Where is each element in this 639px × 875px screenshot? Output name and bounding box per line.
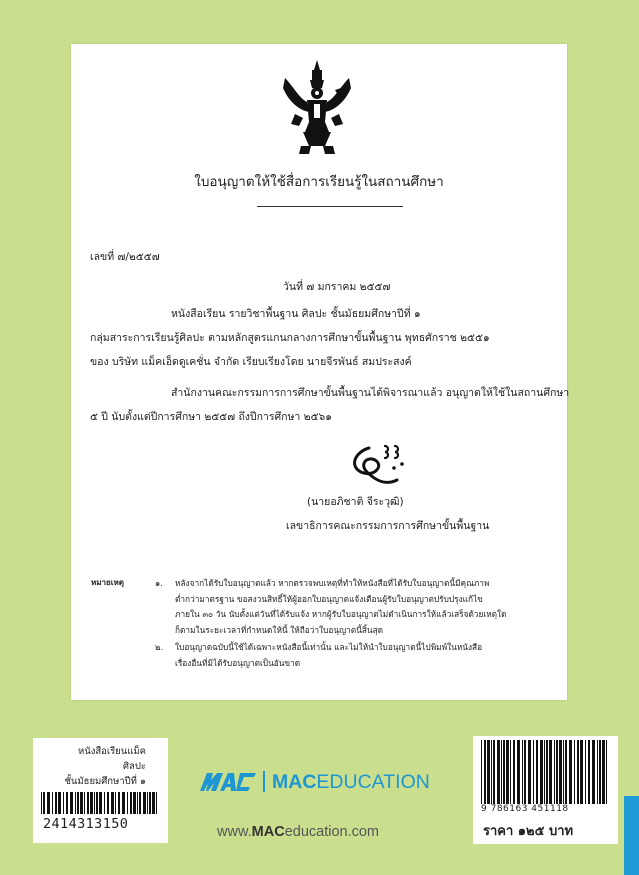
isbn-number: 9 786163 451118 [481,804,569,814]
book-label-card [33,738,168,843]
barcode-bar [70,792,73,814]
garuda-emblem-icon [279,58,355,156]
barcode-bar [127,792,128,814]
barcode-bar [77,792,79,814]
note-line: ใบอนุญาตฉบับนี้ใช้ได้เฉพาะหนังสือนี้เท่านั้น และไม่ให้นำใบอนุญาตนี้ไปพิมพ์ในหนังสือ [175,642,483,652]
barcode-bar [580,740,583,804]
barcode-bar [147,792,148,814]
barcode-bar [80,792,83,814]
price-label: ราคา ๑๒๕ บาท [483,824,574,839]
barcode-bar [493,740,495,804]
barcode-bar [556,740,558,804]
barcode-number: 2414313150 [43,816,129,832]
barcode-bar [58,792,61,814]
barcode-bar [528,740,531,804]
note-line: ต่ำกว่ามาตรฐาน ขอสงวนสิทธิ์ให้ผู้ออกใบอนุญาตแจ้งเตือนผู้รับใบอนุญาตปรับปรุงแก้ไข [175,593,483,604]
barcode-bar [96,792,98,814]
barcode-bar [592,740,595,804]
website-prefix: www. [217,824,252,840]
barcode-bar [569,740,572,804]
barcode-bar [94,792,95,814]
note-line: ภายใน ๓๐ วัน นับตั้งแต่วันที่ได้รับแจ้ง หากผู้รับใบอนุญาตไม่ดำเนินการให้แล้วเสร็จด้วยเหตุใด [175,609,507,619]
barcode-bar [55,792,57,814]
barcode-bar [506,740,509,804]
isbn-card [473,736,618,844]
permit-number: เลขที่ ๗/๒๕๕๗ [90,251,160,263]
barcode-bar [524,740,526,804]
barcode-bar [149,792,151,814]
signature-mark [345,442,411,488]
barcode-bar [139,792,141,814]
signer-name: (นายอภิชาติ จีระวุฒิ) [307,496,404,508]
barcode-bar [559,740,562,804]
barcode-bar [574,740,575,804]
barcode-bar [546,740,548,804]
barcode-bar [577,740,579,804]
barcode-bar [152,792,155,814]
barcode-bar [585,740,586,804]
barcode-bar [111,792,114,814]
barcode-bar [90,792,93,814]
website-suffix: education.com [284,824,379,840]
barcode-bar [597,740,598,804]
barcode-bar [122,792,125,814]
barcode-bar [536,740,538,804]
signer-title: เลขาธิการคณะกรรมการการศึกษาขั้นพื้นฐาน [286,520,490,532]
label-subject: ศิลปะ [123,761,146,772]
barcode-bar [549,740,552,804]
body-line: หนังสือเรียน รายวิชาพื้นฐาน ศิลปะ ชั้นมัธยมศึกษาปีที่ ๑ [171,308,421,320]
label-grade: ชั้นมัธยมศึกษาปีที่ ๑ [64,776,146,787]
note-line: ก็ตามในระยะเวลาที่กำหนดให้นี้ ให้ถือว่าใบอนุญาตนี้สิ้นสุด [175,624,384,635]
barcode-bar [501,740,502,804]
barcode-bar [487,740,490,804]
barcode-bar [497,740,500,804]
note-line: เรื่องอื่นที่มิได้รับอนุญาตเป็นอันขาด [175,657,301,668]
barcode-bar [599,740,601,804]
logo-divider [263,771,265,792]
barcode-bar [118,792,120,814]
document-title: ใบอนุญาตให้ใช้สื่อการเรียนรู้ในสถานศึกษา [194,174,444,190]
logo-text-bold: MAC [272,771,317,793]
barcode-bar [63,792,64,814]
barcode-bar [84,792,85,814]
spine-tab [624,796,639,875]
barcode-bar [75,792,76,814]
title-underline [257,206,403,207]
note-number: ๑. [155,578,163,588]
note-line: หลังจากได้รับใบอนุญาตแล้ว หากตรวจพบเหตุที่ทำให้หนังสือที่ได้รับใบอนุญาตนี้มีคุณภาพ [175,578,490,588]
barcode-bar [602,740,605,804]
barcode-bar [588,740,590,804]
permit-date: วันที่ ๗ มกราคม ๒๕๕๗ [283,281,391,293]
barcode-bar [522,740,523,804]
barcode-bar [130,792,132,814]
barcode-bar [115,792,116,814]
note-item [155,640,483,671]
logo-text-rest: EDUCATION [316,771,430,793]
barcode-bar [540,740,543,804]
barcode-bar [554,740,555,804]
website-bold: MAC [251,824,285,840]
barcode-bar [484,740,486,804]
barcode-bar [563,740,564,804]
barcode-bar [513,740,515,804]
barcode-bar [143,792,146,814]
notes-label: หมายเหตุ [91,578,124,587]
barcode-bar [491,740,492,804]
barcode-bar [133,792,136,814]
barcode-bar [517,740,520,804]
barcode-bar [137,792,138,814]
barcode-bar [47,792,50,814]
barcode-icon [39,792,161,814]
barcode-bar [565,740,567,804]
barcode-bar [156,792,157,814]
note-number: ๒. [155,642,164,652]
barcode-bar [107,792,109,814]
barcode-bar [544,740,545,804]
website-url[interactable] [217,824,379,840]
mac-logo-icon [200,773,256,791]
barcode-bar [87,792,89,814]
barcode-bar [510,740,511,804]
barcode-bar [52,792,53,814]
body-line: ๕ ปี นับตั้งแต่ปีการศึกษา ๒๕๕๗ ถึงปีการศึกษา ๒๕๖๑ [90,411,332,423]
permit-document [71,44,570,700]
barcode-bar [43,792,45,814]
barcode-bar [606,740,607,804]
barcode-bar [503,740,505,804]
barcode-bar [104,792,105,814]
logo-text [272,771,430,794]
isbn-barcode-icon [479,740,612,804]
body-line: สำนักงานคณะกรรมการการศึกษาขั้นพื้นฐานได้พิจารณาแล้ว อนุญาตให้ใช้ในสถานศึกษา [171,387,570,399]
label-series: หนังสือเรียนแม็ค [77,746,146,757]
note-item [155,576,507,638]
barcode-bar [66,792,68,814]
body-line: ของ บริษัท แม็คเอ็ดดูเคชั่น จำกัด เรียบเรียงโดย นายจีรพันธ์ สมประสงค์ [90,356,412,368]
barcode-bar [481,740,482,804]
body-line: กลุ่มสาระการเรียนรู้ศิลปะ ตามหลักสูตรแกนกลางการศึกษาขั้นพื้นฐาน พุทธศักราช ๒๕๕๑ [90,332,490,344]
barcode-bar [533,740,534,804]
barcode-bar [99,792,102,814]
barcode-bar [41,792,42,814]
